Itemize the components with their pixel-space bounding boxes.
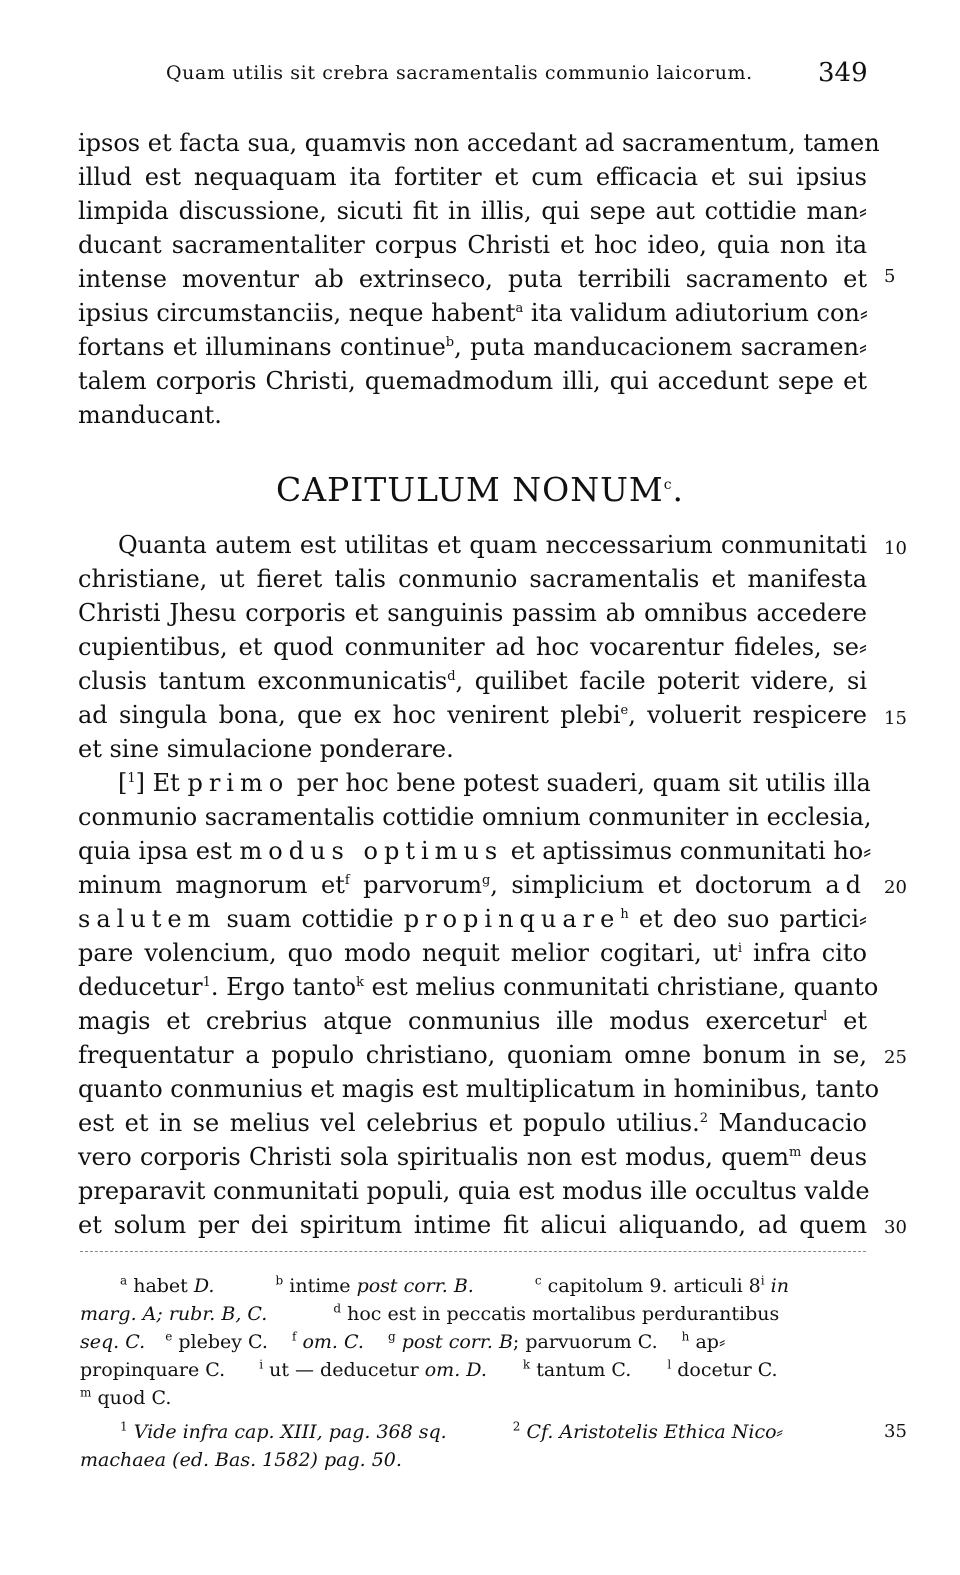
text-line: est et in se melius vel celebrius et populo utilius.$^2$ Manducacio <box>78 1109 868 1137</box>
line-number: 5 <box>884 266 896 287</box>
text-line: salutem suam cottidie propinquare$^h$ et deo suo partici⸗ <box>78 905 867 933</box>
line-number: 30 <box>884 1217 907 1238</box>
apparatus-line: propinquare C. $^i$ ut — deducetur om. D. $^k$ tantum C. $^l$ docetur C. <box>80 1357 778 1381</box>
text-line: pare volencium, quo modo nequit melior cogitari, $ut^i$ infra cito <box>78 939 868 967</box>
chapter-note-marker: c <box>663 477 673 493</box>
text-line: Christi Jhesu corporis et sanguinis passim ab omnibus accedere <box>78 599 867 627</box>
footnote-line: $^1$ Vide infra cap. XIII, pag. 368 sq. $^2$ Cf. Aristotelis Ethica Nico⸗ <box>120 1419 783 1443</box>
text-line: ipsius circumstanciis, neque habent$^a$ ita validum adiutorium con⸗ <box>78 299 868 327</box>
text-line: et solum per dei spiritum intime fit alicui aliquando, ad quem <box>78 1211 867 1239</box>
apparatus-line: $^a$ habet D. $^b$ intime post corr. B. $^c$ capitolum 9. articuli 8$^i$ in <box>120 1273 789 1297</box>
text-line: clusis tantum exconmunicatis$^d$, quilibet facile poterit videre, si <box>78 667 868 695</box>
text-line: Quanta autem est utilitas et quam neccessarium conmunitati <box>118 531 867 559</box>
text-line: christiane, ut fieret talis conmunio sacramentalis et manifesta <box>78 565 867 593</box>
text-line: magis et crebrius atque conmunius ille modus exercetur$^l$ et <box>78 1007 867 1035</box>
text-line: ducant sacramentaliter corpus Christi et hoc ideo, quia non ita <box>78 231 867 259</box>
text-line: fortans et illuminans continue$^b$, puta manducacionem sacramen⸗ <box>78 333 867 361</box>
text-line: ad singula bona, que ex hoc venirent plebi$^e$, voluerit respicere <box>78 701 867 729</box>
page-number: 349 <box>818 58 868 88</box>
line-number: 10 <box>884 538 907 559</box>
text-line: deducetur$^1$. Ergo tanto$^k$ est melius conmunitati christiane, quanto <box>78 973 879 1001</box>
text-line: [$^1$] Et primo per hoc bene potest suaderi, quam sit utilis illa <box>118 769 871 797</box>
line-number: 20 <box>884 877 907 898</box>
text-line: conmunio sacramentalis cottidie omnium conmuniter in ecclesia, <box>78 803 872 831</box>
text-line: cupientibus, et quod conmuniter ad hoc vocarentur fideles, se⸗ <box>78 633 867 661</box>
line-number: 25 <box>884 1047 907 1068</box>
chapter-title-tail: . <box>672 470 685 509</box>
text-line: ipsos et facta sua, quamvis non accedant ad sacramentum, tamen <box>78 129 880 157</box>
text-line: talem corporis Christi, quemadmodum illi, qui accedunt sepe et <box>78 367 867 395</box>
text-line: frequentatur a populo christiano, quoniam omne bonum in se, <box>78 1041 867 1069</box>
line-number: 35 <box>884 1421 907 1442</box>
footnote-line: machaea (ed. Bas. 1582) pag. 50. <box>80 1449 402 1471</box>
footnote-separator <box>80 1251 866 1252</box>
text-line: et sine simulacione ponderare. <box>78 735 454 763</box>
apparatus-line: seq. C. $^e$ plebey C. $^f$ om. C. $^g$ post corr. B; parvuorum C. $^h$ ap⸗ <box>80 1329 726 1353</box>
running-head: Quam utilis sit crebra sacramentalis communio laicorum. <box>166 62 753 84</box>
line-number: 15 <box>884 708 907 729</box>
text-line: illud est nequaquam ita fortiter et cum efficacia et sui ipsius <box>78 163 867 191</box>
chapter-heading <box>0 470 960 509</box>
text-line: quia ipsa est modus optimus et aptissimus conmunitati ho⸗ <box>78 837 872 865</box>
apparatus-line: $^m$ quod C. <box>80 1385 172 1409</box>
apparatus-line: marg. A; rubr. B, C. $^d$ hoc est in peccatis mortalibus perdurantibus <box>80 1301 780 1325</box>
text-line: vero corporis Christi sola spiritualis non est modus, quem$^m$ deus <box>78 1143 868 1171</box>
text-line: limpida discussione, sicuti fit in illis, qui sepe aut cottidie man⸗ <box>78 197 867 225</box>
text-line: preparavit conmunitati populi, quia est modus ille occultus valde <box>78 1177 870 1205</box>
text-line: manducant. <box>78 401 222 429</box>
text-line: intense moventur ab extrinseco, puta terribili sacramento et <box>78 265 867 293</box>
text-line: quanto conmunius et magis est multiplicatum in hominibus, tanto <box>78 1075 880 1103</box>
text-line: minum magnorum $et^f$ parvorum$^g$, simplicium et doctorum ad <box>78 871 868 899</box>
chapter-title: CAPITULUM NONUM <box>275 470 664 509</box>
